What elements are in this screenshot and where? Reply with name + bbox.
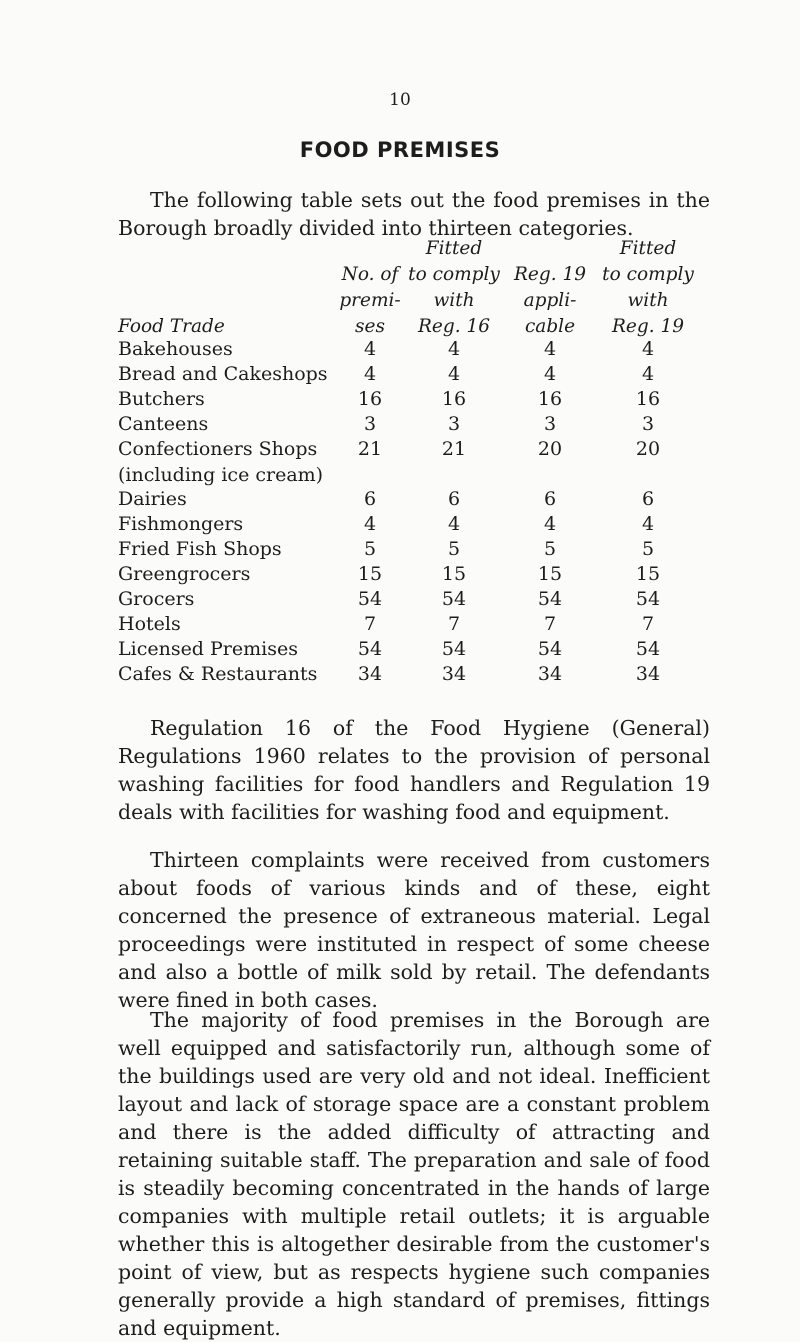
cell-reg-19-applicable: 3 (543, 413, 557, 435)
header-fitted-reg-19: Fitted to comply with Reg. 19 (602, 238, 694, 337)
row-food-trade: Fried Fish Shops (118, 538, 282, 560)
header-food-trade: Food Trade (118, 316, 225, 337)
cell-fitted-reg-19: 4 (641, 338, 655, 360)
cell-premises: 7 (363, 613, 377, 635)
cell-reg-19-applicable: 20 (537, 438, 563, 460)
cell-premises: 15 (357, 563, 383, 585)
table-row (0, 561, 800, 587)
table-row (0, 436, 800, 486)
cell-premises: 5 (363, 538, 377, 560)
cell-fitted-reg-16: 4 (447, 363, 461, 385)
row-food-trade: Confectioners Shops (including ice cream) (118, 438, 324, 486)
cell-premises: 54 (357, 588, 383, 610)
cell-fitted-reg-16: 4 (447, 513, 461, 535)
table-row (0, 536, 800, 562)
cell-fitted-reg-19: 4 (641, 513, 655, 535)
cell-fitted-reg-16: 16 (441, 388, 467, 410)
cell-fitted-reg-19: 5 (641, 538, 655, 560)
cell-premises: 16 (357, 388, 383, 410)
table-row (0, 386, 800, 412)
complaints-paragraph: Thirteen complaints were received from customers about foods of various kinds and of these, eight concerned the presence of extraneous material. Legal proceedings were instituted in respect of some cheese and also a bottle of milk sold by retail. The defendants were fined in both cases. (118, 848, 710, 1012)
cell-fitted-reg-16: 34 (441, 663, 467, 685)
cell-reg-19-applicable: 54 (537, 588, 563, 610)
cell-fitted-reg-16: 7 (447, 613, 461, 635)
cell-premises: 34 (357, 663, 383, 685)
row-food-trade: Canteens (118, 413, 209, 435)
cell-fitted-reg-16: 54 (441, 588, 467, 610)
header-no-of-premises: No. of premi- ses (339, 264, 401, 337)
cell-fitted-reg-19: 34 (635, 663, 661, 685)
table-row (0, 661, 800, 687)
cell-fitted-reg-16: 5 (447, 538, 461, 560)
table-row (0, 636, 800, 662)
row-food-trade: Bread and Cakeshops (118, 363, 328, 385)
cell-premises: 4 (363, 513, 377, 535)
table-row (0, 486, 800, 512)
table-row (0, 611, 800, 637)
cell-reg-19-applicable: 34 (537, 663, 563, 685)
header-fitted-reg-16: Fitted to comply with Reg. 16 (408, 238, 500, 337)
cell-reg-19-applicable: 6 (543, 488, 557, 510)
cell-fitted-reg-16: 6 (447, 488, 461, 510)
header-reg-19-applicable: Reg. 19 appli- cable (513, 264, 587, 337)
row-food-trade: Fishmongers (118, 513, 244, 535)
cell-fitted-reg-19: 3 (641, 413, 655, 435)
cell-fitted-reg-16: 54 (441, 638, 467, 660)
table-row (0, 411, 800, 437)
cell-reg-19-applicable: 4 (543, 338, 557, 360)
row-food-trade: Butchers (118, 388, 205, 410)
row-food-trade-note: (including ice cream) (118, 464, 324, 486)
table-row (0, 586, 800, 612)
page-title: FOOD PREMISES (299, 138, 501, 162)
cell-fitted-reg-19: 54 (635, 588, 661, 610)
cell-reg-19-applicable: 7 (543, 613, 557, 635)
cell-reg-19-applicable: 15 (537, 563, 563, 585)
premises-standard-paragraph: The majority of food premises in the Borough are well equipped and satisfactorily run, although some of the buildings used are very old and not ideal. Inefficient layout and lack of storage space are a constant problem and there is the added difficulty of attracting and retaining suitable staff. The preparation and sale of food is steadily becoming concentrated in the hands of large companies with multiple retail outlets; it is arguable whether this is altogether desirable from the customer's point of view, but as respects hygiene such companies generally provide a high standard of premises, fittings and equipment. (118, 1008, 710, 1340)
intro-paragraph: The following table sets out the food premises in the Borough broadly divided into thirteen categories. (118, 188, 710, 240)
cell-fitted-reg-19: 15 (635, 563, 661, 585)
regulation-paragraph: Regulation 16 of the Food Hygiene (General) Regulations 1960 relates to the provision of personal washing facilities for food handlers and Regulation 19 deals with facilities for washing food and equipment. (118, 716, 710, 824)
cell-premises: 4 (363, 338, 377, 360)
table-row (0, 511, 800, 537)
cell-fitted-reg-16: 15 (441, 563, 467, 585)
table-row (0, 336, 800, 362)
cell-fitted-reg-19: 54 (635, 638, 661, 660)
cell-reg-19-applicable: 4 (543, 513, 557, 535)
cell-reg-19-applicable: 5 (543, 538, 557, 560)
row-food-trade: Licensed Premises (118, 638, 298, 660)
cell-reg-19-applicable: 16 (537, 388, 563, 410)
row-food-trade: Hotels (118, 613, 181, 635)
cell-fitted-reg-19: 20 (635, 438, 661, 460)
cell-fitted-reg-16: 4 (447, 338, 461, 360)
row-food-trade: Bakehouses (118, 338, 233, 360)
row-food-trade: Greengrocers (118, 563, 251, 585)
cell-fitted-reg-19: 6 (641, 488, 655, 510)
page-number: 10 (389, 90, 411, 110)
cell-fitted-reg-16: 21 (441, 438, 467, 460)
row-food-trade: Cafes & Restaurants (118, 663, 318, 685)
cell-reg-19-applicable: 54 (537, 638, 563, 660)
cell-premises: 4 (363, 363, 377, 385)
cell-fitted-reg-19: 4 (641, 363, 655, 385)
cell-reg-19-applicable: 4 (543, 363, 557, 385)
row-food-trade: Dairies (118, 488, 187, 510)
cell-premises: 21 (357, 438, 383, 460)
cell-fitted-reg-16: 3 (447, 413, 461, 435)
row-food-trade: Grocers (118, 588, 195, 610)
table-row (0, 361, 800, 387)
cell-fitted-reg-19: 16 (635, 388, 661, 410)
cell-premises: 6 (363, 488, 377, 510)
cell-premises: 54 (357, 638, 383, 660)
cell-premises: 3 (363, 413, 377, 435)
cell-fitted-reg-19: 7 (641, 613, 655, 635)
